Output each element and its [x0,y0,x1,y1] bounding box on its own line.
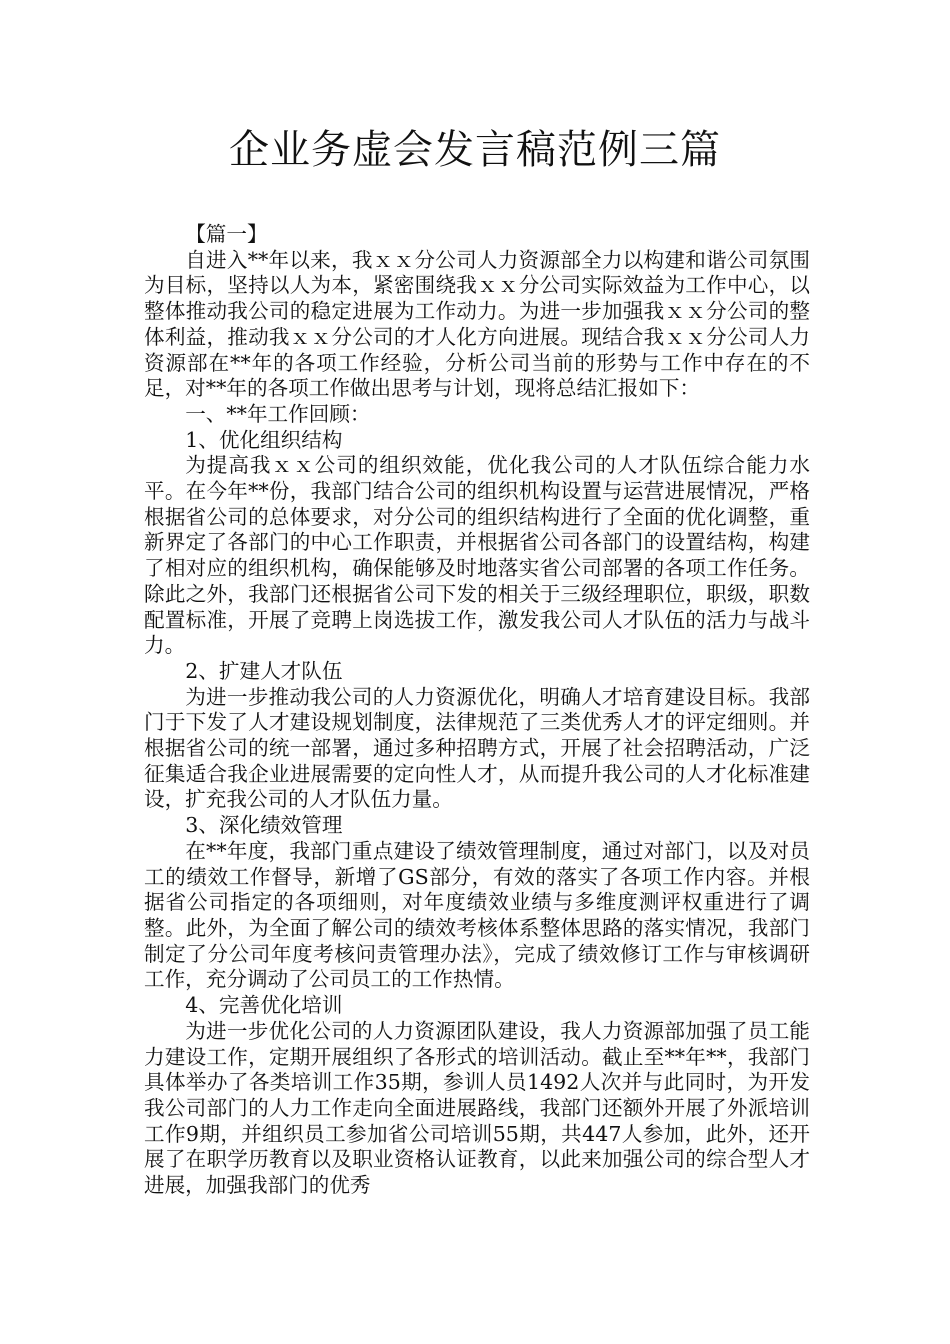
document-body [144,222,810,1199]
subheading-optimize-structure: 1、优化组织结构 [185,427,343,452]
intro-paragraph: 自进入**年以来，我ｘｘ分公司人力资源部全力以构建和谐公司氛围为目标，坚持以人为本，紧密围绕我ｘｘ分公司实际效益为工作中心，以整体推动我公司的稳定进展为工作动力。为进一步加强我ｘｘ分公司的整体利益，推动我ｘｘ分公司的才人化方向进展。现结合我ｘｘ分公司人力资源部在**年的各项工作经验，分析公司当前的形势与工作中存在的不足，对**年的各项工作做出思考与计划，现将总结汇报如下： [144,247,810,401]
paragraph-expand-talent: 为进一步推动我公司的人力资源优化，明确人才培育建设目标。我部门于下发了人才建设规划制度，法律规范了三类优秀人才的评定细则。并根据省公司的统一部署，通过多种招聘方式，开展了社会招聘活动，广泛征集适合我企业进展需要的定向性人才，从而提升我公司的人才化标准建设，扩充我公司的人才队伍力量。 [144,684,810,812]
document-title: 企业务虚会发言稿范例三篇 [229,127,721,173]
subheading-training: 4、完善优化培训 [185,993,343,1018]
section-heading-part-one: 【篇一】 [185,222,268,246]
subheading-performance: 3、深化绩效管理 [185,813,343,838]
paragraph-performance: 在**年度，我部门重点建设了绩效管理制度，通过对部门，以及对员工的绩效工作督导，新增了GS部分，有效的落实了各项工作内容。并根据省公司指定的各项细则，对年度绩效业绩与多维度测评权重进行了调整。此外，为全面了解公司的绩效考核体系整体思路的落实情况，我部门制定了分公司年度考核问责管理办法》，完成了绩效修订工作与审核调研工作，充分调动了公司员工的工作热情。 [144,838,810,992]
section-heading-review: 一、**年工作回顾： [185,401,371,426]
subheading-expand-talent: 2、扩建人才队伍 [185,658,343,683]
paragraph-training: 为进一步优化公司的人力资源团队建设，我人力资源部加强了员工能力建设工作，定期开展组织了各形式的培训活动。截止至**年**，我部门具体举办了各类培训工作35期，参训人员1492人次并与此同时，为开发我公司部门的人力工作走向全面进展路线，我部门还额外开展了外派培训工作9期，并组织员工参加省公司培训55期，共447人参加，此外，还开展了在职学历教育以及职业资格认证教育，以此来加强公司的综合型人才进展，加强我部门的优秀 [144,1018,810,1198]
paragraph-optimize-structure: 为提高我ｘｘ公司的组织效能，优化我公司的人才队伍综合能力水平。在今年**份，我部门结合公司的组织机构设置与运营进展情况，严格根据省公司的总体要求，对分公司的组织结构进行了全面的优化调整，重新界定了各部门的中心工作职责，并根据省公司各部门的设置结构，构建了相对应的组织机构，确保能够及时地落实省公司部署的各项工作任务。除此之外，我部门还根据省公司下发的相关于三级经理职位，职级，职数配置标准，开展了竞聘上岗选拔工作，激发我公司人才队伍的活力与战斗力。 [144,453,810,658]
